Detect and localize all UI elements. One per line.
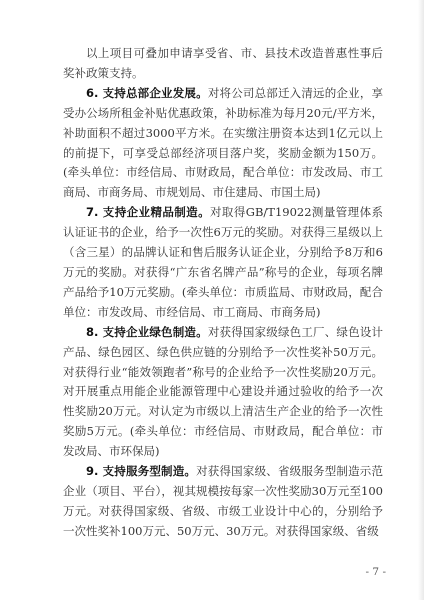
paragraph-intro-continuation (63, 44, 383, 84)
paragraph-text: 对获得国家级、省级服务型制造示范企业（项目、平台），视其规模按每家一次性奖励30万元至100万元。对获得国家级、省级、市级工业设计中心的，分别给予一次性奖补100万元、50万元、30万元。对获得国家级、省级 (63, 464, 383, 538)
paragraph-quality-manufacturing (63, 203, 383, 322)
paragraph-text: 对将公司总部迁入清远的企业，享受办公场所租金补贴优惠政策，补助标准为每月20元/平方米，补助面积不超过3000平方米。在实缴注册资本达到1亿元以上的前提下，可享受总部经济项目落户奖，奖励金额为150万。(牵头单位：市经信局、市财政局，配合单位：市发改局、市工商局、市商务局、市规划局、市住建局、市国土局) (63, 85, 384, 200)
paragraph-heading: 7. 支持企业精品制造。 (86, 205, 211, 220)
paragraph-green-manufacturing (63, 323, 383, 462)
paragraph-heading: 9. 支持服务型制造。 (86, 464, 197, 479)
paragraph-heading: 8. 支持企业绿色制造。 (86, 324, 208, 339)
paragraph-headquarters-support (63, 84, 383, 203)
document-body (63, 44, 383, 542)
paragraph-text: 对取得GB/T19022测量管理体系认证证书的企业，给予一次性6万元的奖励。对获得三星级以上（含三星）的品牌认证和售后服务认证企业，分别给予8万和6万元的奖励。对获得“广东省名牌产品”称号的企业，每项名牌产品给予10万元奖励。(牵头单位：市质监局、市财政局，配合单位：市发改局、市经信局、市工商局、市商务局) (63, 205, 384, 319)
page-edge-shadow (418, 0, 424, 600)
paragraph-heading: 6. 支持总部企业发展。 (86, 85, 208, 100)
page-number: - 7 - (365, 566, 386, 578)
paragraph-service-manufacturing (63, 462, 383, 542)
paragraph-text: 对获得国家级绿色工厂、绿色设计产品、绿色园区、绿色供应链的分别给予一次性奖补50万元。对获得行业“能效领跑者”称号的企业给予一次性奖励20万元。对开展重点用能企业能源管理中心建设并通过验收的给予一次性奖励20万元。对认定为市级以上清洁生产企业的给予一次性奖励5万元。(牵头单位：市经信局、市财政局，配合单位：市发改局、市环保局) (63, 324, 384, 459)
paragraph-text: 以上项目可叠加申请享受省、市、县技术改造普惠性事后奖补政策支持。 (63, 46, 383, 80)
